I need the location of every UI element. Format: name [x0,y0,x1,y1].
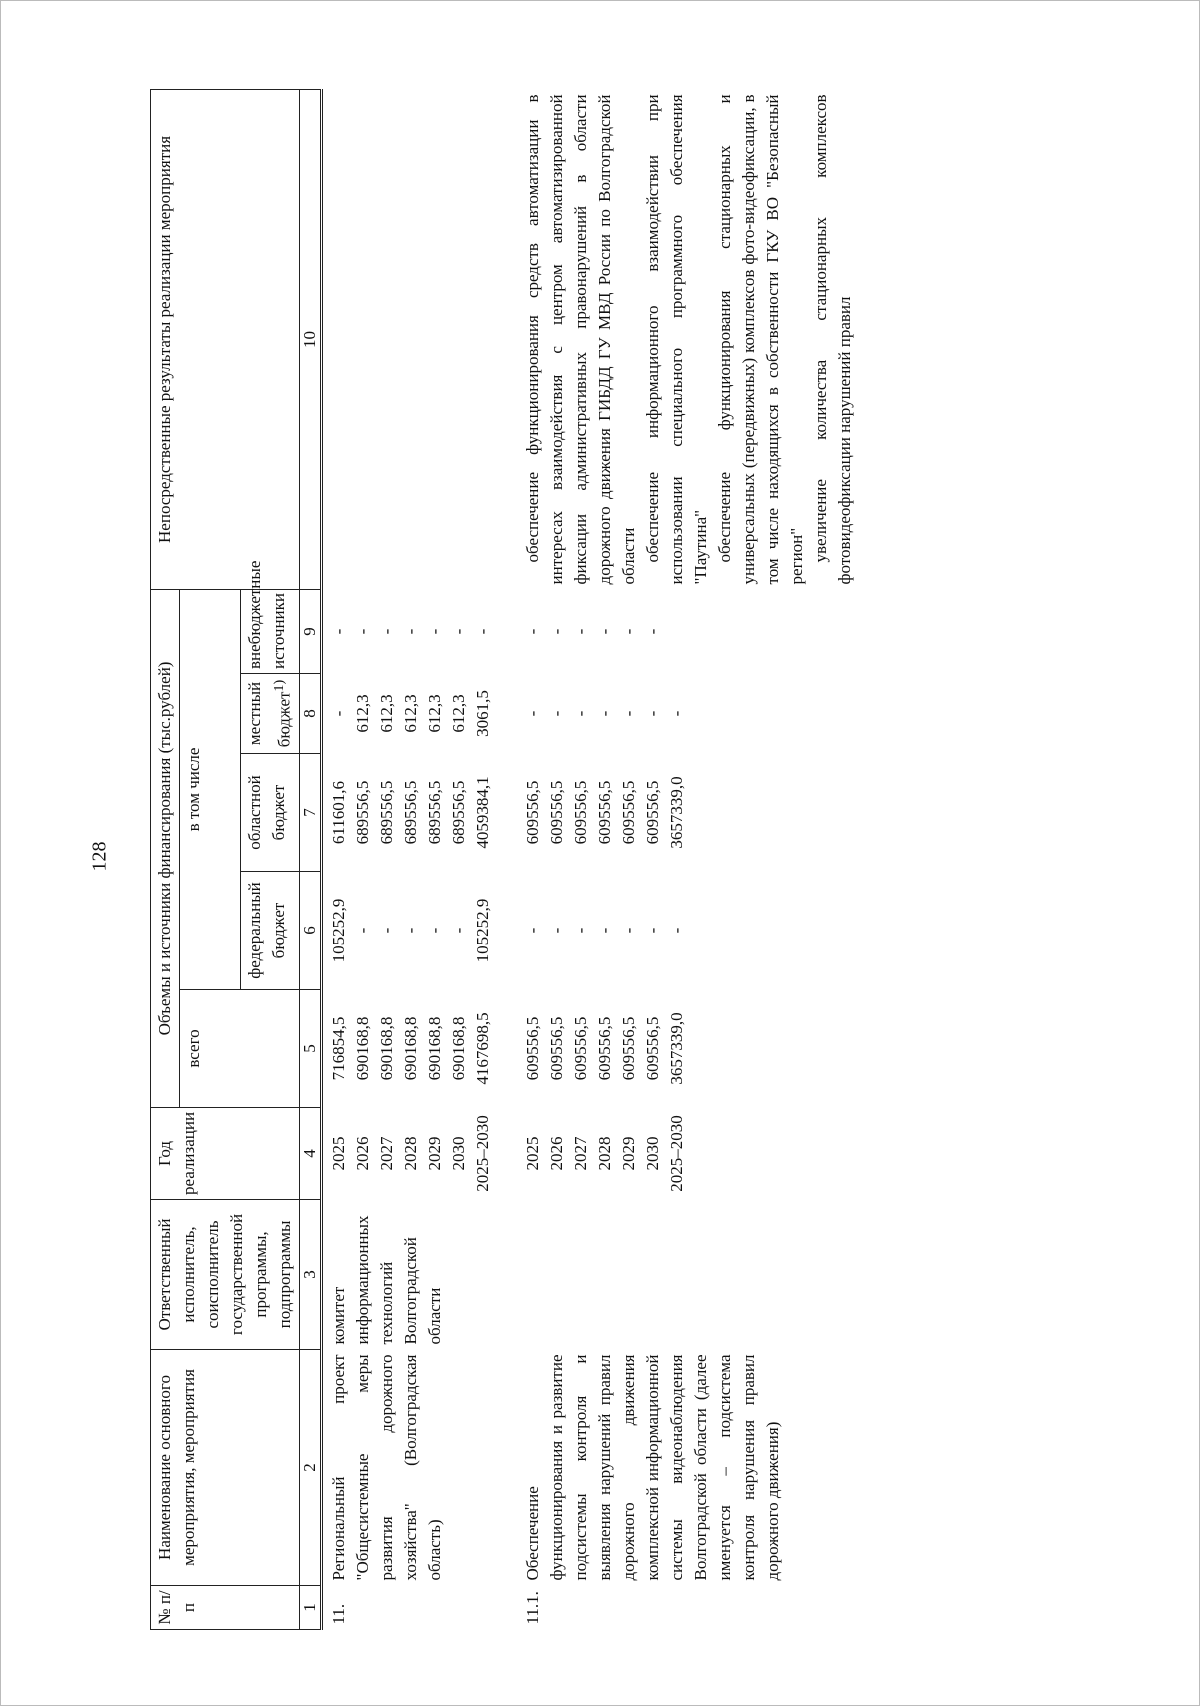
header-local-label: местный бюджет [245,681,294,748]
value-cell: 609556,5 [571,780,590,845]
value-cell: 690168,8 [377,1016,396,1081]
value-cell: 612,3 [377,694,396,733]
column-number: 6 [300,872,322,990]
value-cell: - [449,628,468,635]
year-cell: 2025–2030 [667,1115,686,1192]
value-cell: - [619,628,638,635]
row-results [322,89,496,589]
value-cell: - [571,710,590,717]
header-total: всего [180,990,300,1108]
table-header [151,89,322,1629]
year-cell: 2029 [619,1136,638,1171]
value-cell: 690168,8 [449,1016,468,1081]
year-cell: 2026 [547,1136,566,1171]
year-cell: 2027 [571,1136,590,1171]
value-cell: 609556,5 [643,780,662,845]
year-cell: 2027 [377,1136,396,1171]
value-cell: 689556,5 [377,780,396,845]
value-cell: 612,3 [353,694,372,733]
value-cell: - [667,710,686,717]
year-cell: 2025 [523,1136,542,1171]
value-cell: 609556,5 [523,780,542,845]
column-number: 3 [300,1200,322,1350]
value-cell: - [425,628,444,635]
value-cell: 609556,5 [595,1016,614,1081]
row-num: 11.1. [523,1591,542,1625]
row-years [517,1108,857,1200]
value-cell: 609556,5 [547,1016,566,1081]
value-cell: - [353,927,372,934]
value-cell: 612,3 [401,694,420,733]
value-cell: 611601,6 [329,780,348,845]
header-local-footnote: 1) [271,679,288,692]
header-including: в том числе [180,589,241,989]
value-cell: - [401,927,420,934]
header-local [241,674,300,754]
row-num: 11. [329,1603,348,1625]
value-cell: 609556,5 [595,780,614,845]
row-name: Обеспечение функционирования и развитие подсистемы контроля и выявления нарушений правил дорожного движения комплексной информационной системы видеонаблюдения Волгоградской области (далее именуется – подсистема контроля нарушения правил дорожного движения) [523,1354,782,1581]
value-cell: 609556,5 [643,1016,662,1081]
value-cell: - [643,710,662,717]
row-name: Региональный проект "Общесистемные меры развития дорожного хозяйства" (Волгоградская область) [329,1354,444,1581]
value-cell: 689556,5 [425,780,444,845]
value-cell: - [619,927,638,934]
value-cell: - [425,927,444,934]
row-years [322,1108,496,1200]
result-paragraph: обеспечение информационного взаимодействии при использовании специального программного обеспечения "Паутина" [643,94,710,585]
year-cell: 2029 [425,1136,444,1171]
value-cell: - [377,927,396,934]
year-cell: 2028 [401,1136,420,1171]
value-cell: 3657339,0 [667,776,686,849]
row-local [517,674,857,754]
value-cell: - [547,927,566,934]
value-cell: - [571,628,590,635]
value-cell: 690168,8 [425,1016,444,1081]
header-federal: федеральный бюджет [241,872,300,990]
value-cell: 690168,8 [353,1016,372,1081]
value-cell: - [595,927,614,934]
value-cell: - [329,710,348,717]
row-spacer [495,89,517,1629]
column-number: 4 [300,1108,322,1200]
year-cell: 2025 [329,1136,348,1171]
value-cell: - [329,628,348,635]
value-cell: 689556,5 [449,780,468,845]
value-cell: 3061,5 [473,690,492,737]
column-number: 9 [300,589,322,673]
header-name: Наименование основного мероприятия, мероприятия [151,1350,300,1586]
value-cell: 689556,5 [401,780,420,845]
value-cell: - [473,628,492,635]
year-cell: 2030 [449,1136,468,1171]
value-cell: - [377,628,396,635]
header-executor: Ответственный исполнитель, соисполнитель государственной программы, подпрограммы [151,1200,300,1350]
value-cell: 609556,5 [571,1016,590,1081]
row-regional [517,754,857,872]
value-cell: 4059384,1 [473,776,492,849]
value-cell: 716854,5 [329,1016,348,1081]
column-number: 5 [300,990,322,1108]
row-local [322,674,496,754]
row-extrabudget [322,589,496,673]
value-cell: 609556,5 [547,780,566,845]
row-total [322,990,496,1108]
value-cell: - [547,628,566,635]
value-cell: 3657339,0 [667,1012,686,1085]
header-regional: областной бюджет [241,754,300,872]
row-regional [322,754,496,872]
column-number: 7 [300,754,322,872]
value-cell: - [643,927,662,934]
value-cell: 609556,5 [619,780,638,845]
value-cell: 609556,5 [619,1016,638,1081]
year-cell: 2028 [595,1136,614,1171]
table-row [517,89,857,1629]
value-cell: - [353,628,372,635]
header-year: Год реализации [151,1108,300,1200]
value-cell: - [523,628,542,635]
result-paragraph: увеличение количества стационарных комплексов фотовидеофиксации нарушений правил [811,94,854,585]
funding-table [150,89,857,1630]
year-cell: 2030 [643,1136,662,1171]
value-cell: 609556,5 [523,1016,542,1081]
value-cell: - [571,927,590,934]
value-cell: - [523,710,542,717]
value-cell: - [401,628,420,635]
result-paragraph: обеспечение функционирования средств автоматизации в интересах взаимодействия с центром автоматизированной фиксации административных правонарушений в области дорожного движения ГИБДД ГУ МВД России по Волгоградской области [523,94,638,585]
row-executor [517,1200,857,1350]
value-cell: - [619,710,638,717]
value-cell: 612,3 [425,694,444,733]
header-extrabudget: внебюджетные источники [241,589,300,673]
table-body [322,89,858,1629]
header-funding: Объемы и источники финансирования (тыс.рублей) [151,589,180,1107]
row-results [517,89,857,589]
value-cell: 612,3 [449,694,468,733]
value-cell: 4167698,5 [473,1012,492,1085]
value-cell: - [449,927,468,934]
column-number: 1 [300,1586,322,1630]
value-cell: - [523,927,542,934]
table-row [322,89,496,1629]
column-number: 8 [300,674,322,754]
header-num: № п/п [151,1586,300,1630]
value-cell: 105252,9 [473,898,492,963]
value-cell: 105252,9 [329,898,348,963]
value-cell: 690168,8 [401,1016,420,1081]
column-number: 2 [300,1350,322,1586]
column-number: 10 [300,89,322,589]
page-number: 128 [88,841,111,872]
value-cell: - [643,628,662,635]
value-cell: - [595,628,614,635]
row-extrabudget [517,589,857,673]
row-federal [322,872,496,990]
row-total [517,990,857,1108]
value-cell: - [667,927,686,934]
row-executor: комитет информационных технологий Волгоградской области [329,1215,444,1345]
result-paragraph: обеспечение функционирования стационарных и универсальных (передвижных) комплексов фото-видеофиксации, в том числе находящихся в собственности ГКУ ВО "Безопасный регион" [715,94,806,585]
value-cell: - [547,710,566,717]
value-cell: 689556,5 [353,780,372,845]
value-cell: - [595,710,614,717]
header-results: Непосредственные результаты реализации мероприятия [151,89,300,589]
year-cell: 2026 [353,1136,372,1171]
rotated-table-area [150,90,1190,1630]
row-federal [517,872,857,990]
year-cell: 2025–2030 [473,1115,492,1192]
